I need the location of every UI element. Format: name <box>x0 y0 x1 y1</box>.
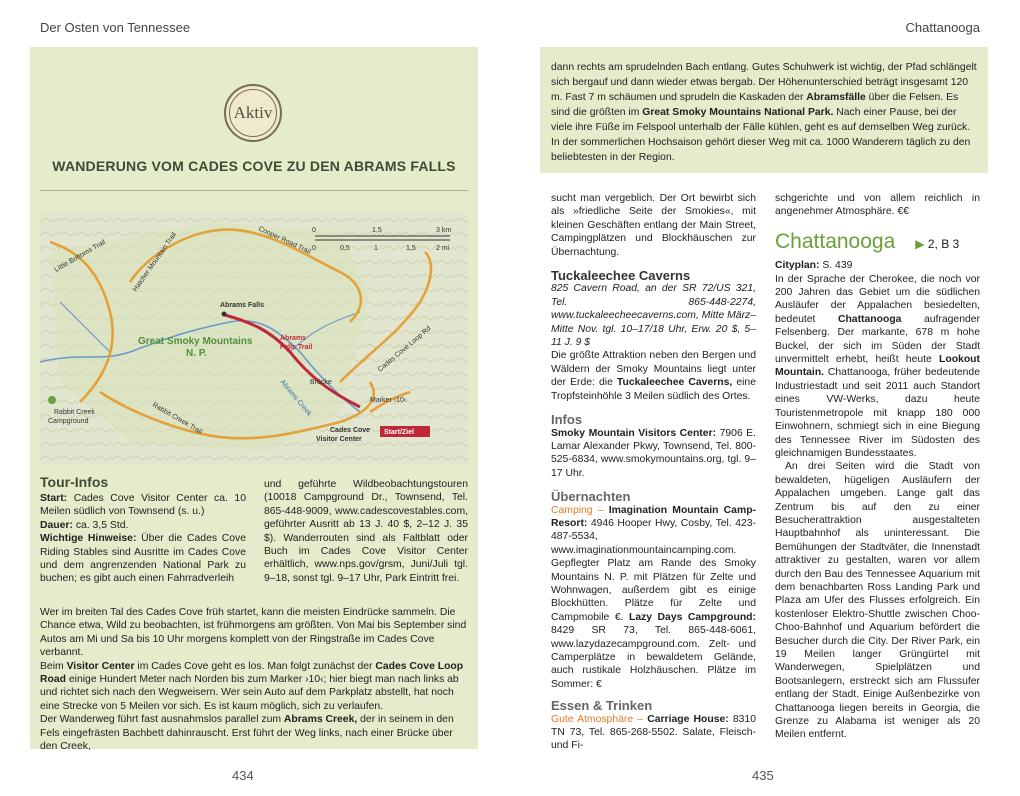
aktiv-badge-label: Aktiv <box>233 103 273 122</box>
city-map-ref: ▶ 2, B 3 <box>915 236 960 251</box>
scale-mi-3: 1,5 <box>406 245 416 252</box>
running-head-left: Der Osten von Tennessee <box>40 20 191 35</box>
running-head-right: Chattanooga <box>905 20 980 35</box>
map-label-park: Great Smoky Mountains <box>138 336 253 347</box>
tuckaleechee-info: 825 Cavern Road, an der SR 72/US 321, Tel. 865-448-2274, www.tuckaleecheecaverns.com, Mitte März–Mitte Nov. tgl. 10–17/18 Uhr, Erw. 20 $, 5–11 J. 9 $ <box>551 283 757 349</box>
scale-mi-0: 0 <box>312 245 316 252</box>
trail-map <box>40 212 468 464</box>
map-label-rabbit-trail: Rabbit Creek Trail <box>151 401 204 436</box>
map-label-visitor-2: Visitor Center <box>316 436 362 443</box>
scale-mi-1: 0,5 <box>340 245 350 252</box>
tuckaleechee-text: Die größte Attraktion neben den Bergen und Wäldern der Smoky Mountains liegt unter der Erde: die Tuckaleechee Caverns, eine Tropfsteinhöhle 3 Meilen südlich des Ortes. <box>551 350 756 402</box>
map-label-abrams-creek: Abrams Creek <box>278 378 313 418</box>
uebernachten-heading: Übernachten <box>551 489 631 505</box>
map-label-campground-1: Rabbit Creek <box>54 409 95 416</box>
right-column-2 <box>775 192 980 742</box>
essen-continuation: schgerichte und von allem reichlich in angenehmer Atmosphäre. €€ <box>775 193 980 218</box>
infos-heading: Infos <box>551 412 583 428</box>
scale-mi-2: 1 <box>374 245 378 252</box>
infos-text: Smoky Mountain Visitors Center: 7906 E. Lamar Alexander Pkwy, Townsend, Tel. 800-525-6834, www.smokymountains.org, tgl. 9–17 Uhr. <box>551 427 756 479</box>
map-label-marker: Marker ›10‹ <box>370 397 407 404</box>
city-heading: Chattanooga <box>775 229 896 253</box>
scale-km-1: 1,5 <box>372 227 382 234</box>
scale-km-0: 0 <box>312 227 316 234</box>
scale-km-2: 3 km <box>436 227 452 234</box>
map-label-start-ziel: Start/Ziel <box>384 429 414 436</box>
hike-title: WANDERUNG VOM CADES COVE ZU DEN ABRAMS FALLS <box>52 158 456 174</box>
hinweise-text: Über die Cades Cove Riding Stables sind Ausritte im Cades Cove und dem angrenzenden National Park zu buchen; es gibt auch einen Fahrradverleih <box>40 533 247 585</box>
hinweise-label: Wichtige Hinweise: <box>40 533 137 545</box>
title-rule <box>40 190 468 191</box>
chattanooga-para-1: In der Sprache der Cherokee, die noch vor 200 Jahren das Gebiet um die südlichen Ausläufer der Appalachen besiedelten, bedeutet Chattanooga aufragender Felsenberg. Der markante, 678 m hohe Buckel, der sich im Süden der Stadt unvermittelt erhebt, heißt heute Lookout Mountain. Chattanooga, früher bedeutende Industriestadt und seit 2011 auch Standort eines VW-Werks, dazu heute Touristenmetropole mit knapp 180 000 Einwohnern, schmiegt sich in eine Biegung des Tennessee River im Südosten des gleichnamigen Bundesstaates. <box>775 273 980 459</box>
hike-para-3: Der Wanderweg führt fast ausnahmslos parallel zum Abrams Creek, der in seinem in den Fels eingefrästen Bachbett dahinrauscht. Erst führt der Weg links, nach einer Brücke über den Creek, <box>40 714 454 753</box>
start-text: Cades Cove Visitor Center ca. 10 Meilen südlich von Townsend (s. u.) <box>40 493 246 518</box>
map-label-trail-1: Abrams <box>280 335 307 342</box>
map-label-park-np: N. P. <box>186 348 207 359</box>
map-label-bruecke: Brücke <box>310 379 332 386</box>
tuckaleechee-heading: Tuckaleechee Caverns <box>551 268 691 284</box>
page-number-left: 434 <box>232 768 254 783</box>
cityplan-ref: Cityplan: S. 439 <box>775 260 853 272</box>
city-heading-row <box>775 229 980 253</box>
map-label-hatcher-trail: Hatcher Mountain Trail <box>131 231 179 294</box>
page-number-right: 435 <box>752 768 774 783</box>
map-label-abrams-falls: Abrams Falls <box>220 302 264 309</box>
triangle-icon: ▶ <box>915 236 925 251</box>
map-label-trail-2: Falls Trail <box>280 344 313 351</box>
townsend-intro: sucht man vergeblich. Der Ort bewirbt sich als »friedliche Seite der Smokies«, mit kleinen Geschäften entlang der Main Street, Campingplätzen und Blockhäuschen zur Übernachtung. <box>551 193 756 258</box>
waterfall-icon <box>222 312 227 317</box>
map-label-cooper-trail: Cooper Road Trail <box>257 225 312 256</box>
campground-icon <box>48 396 56 404</box>
dauer-label: Dauer: <box>40 519 73 531</box>
chattanooga-para-2: An drei Seiten wird die Stadt von bewaldeten, hügeligen Ausläufern der Appalachen umgeben. Lange galt das Zentrum bis auf den zu einer Besucherattraktion ausgestalteten Hauptbahnhof als uninteressant. Die Bemühungen der Stadtväter, die Innenstadt attraktiver zu gestalten, waren vor allem durch den Bau des Tennessee Aquarium mit dem benachbarten Ross Landing Park und Plaza am Ufer des Flusses erfolgreich. Ein kostenloser Elektro-Shuttle zwischen Choo-Choo-Bahnhof und Aquarium befördert die Besucher durch die City. Der River Park, ein 19 Meilen langer Grüngürtel mit Wanderwegen, Spielplätzen und Bootsanlegern, erstreckt sich am Flussufer entlang der Stadt. Einige Außenbezirke von Chattanooga liegen bereits in Georgia, die Grenze zu Alabama ist weniger als 20 Meilen entfernt. <box>775 461 980 741</box>
hike-description <box>40 606 470 753</box>
map-label-visitor-1: Cades Cove <box>330 427 371 434</box>
map-label-campground-2: Campground <box>48 418 89 425</box>
start-label: Start: <box>40 493 68 504</box>
tour-infos-col1 <box>40 492 246 586</box>
dauer-text: ca. 3,5 Std. <box>75 519 129 531</box>
aktiv-badge <box>224 84 282 142</box>
map-label-loop-road: Cades Cove Loop Rd <box>376 325 433 374</box>
hike-para-2: Beim Visitor Center im Cades Cove geht es los. Man folgt zunächst der Cades Cove Loop Road einige Hundert Meter nach Norden bis zum Marker ›10‹; hier biegt man nach links ab und richtet sich nach den Wegweisern. Wer sein Auto auf dem Parkplatz abstellt, hat noch eine Strecke von 5 Meilen vor sich. Es ist kaum möglich, sich zu verlaufen. <box>40 660 464 712</box>
aktiv-continuation-text: dann rechts am sprudelnden Bach entlang. Gutes Schuhwerk ist wichtig, der Pfad schlängelt sich bergauf und dann wieder etwas bergab. Der Höhenunterschied beträgt insgesamt 120 m. Fast 7 m schäumen und sprudeln die Kaskaden der Abramsfälle über die Felsen. Es sind die größten im Great Smoky Mountains National Park. Nach einer Pause, bei der viele ihre Füße im Felspool unterhalb der Fälle kühlen, geht es auf demselben Weg zurück. In der sommerlichen Hochsaison gehört dieser Weg mit ca. 1000 Wanderern täglich zu den beliebtesten in der Region. <box>551 62 977 163</box>
uebernachten-text: Camping – Imagination Mountain Camp-Resort: 4946 Hooper Hwy, Cosby, Tel. 423-487-5534, www.imaginationmountaincamping.com. Gepflegter Platz am Rande des Smoky Mountains N. P. mit Plätzen für Zelte und Wohnwagen, außerdem gibt es einige Blockhütten. Plätze für Zelte und Campmobile €. Lazy Days Campground: 8429 SR 73, Tel. 865-448-6061, www.lazydazecampground.com. Zelt- und Camperplätze in bewaldetem Gelände, auch rustikale Holzhäuschen. Plätze im Sommer: € <box>551 504 756 690</box>
essen-text: Gute Atmosphäre – Carriage House: 8310 TN 73, Tel. 865-268-5502. Salate, Fleisch- und Fi- <box>551 713 756 752</box>
scale-mi-4: 2 mi <box>436 245 450 252</box>
tour-infos-col2: und geführte Wildbeobachtungstouren (10018 Campground Dr., Townsend, Tel. 865-448-9009, www.cadescovestables.com, geführter Ausritt ab 13 J. 40 $, 2–12 J. 35 $). Wanderrouten sind als Faltblatt oder Buch im Cades Cove Visitor Center erhältlich, www.nps.gov/grsm, Juni/Juli tgl. 9–18, sonst tgl. 9–17 Uhr, Park Eintritt frei. <box>264 479 468 584</box>
essen-heading: Essen & Trinken <box>551 698 653 714</box>
right-column-1 <box>551 192 756 753</box>
hike-para-1: Wer im breiten Tal des Cades Cove früh startet, kann die meisten Eindrücke sammeln. Die Chance etwa, Wild zu beobachten, ist frühmorgens am größten. Von Mai bis September sind Autos am Mi und Sa bis 10 Uhr morgens komplett von der Ringstraße im Cades Cove verbannt. <box>40 607 467 659</box>
tour-infos-heading: Tour-Infos <box>40 474 109 490</box>
map-label-little-bottoms: Little Bottoms Trail <box>53 238 107 274</box>
